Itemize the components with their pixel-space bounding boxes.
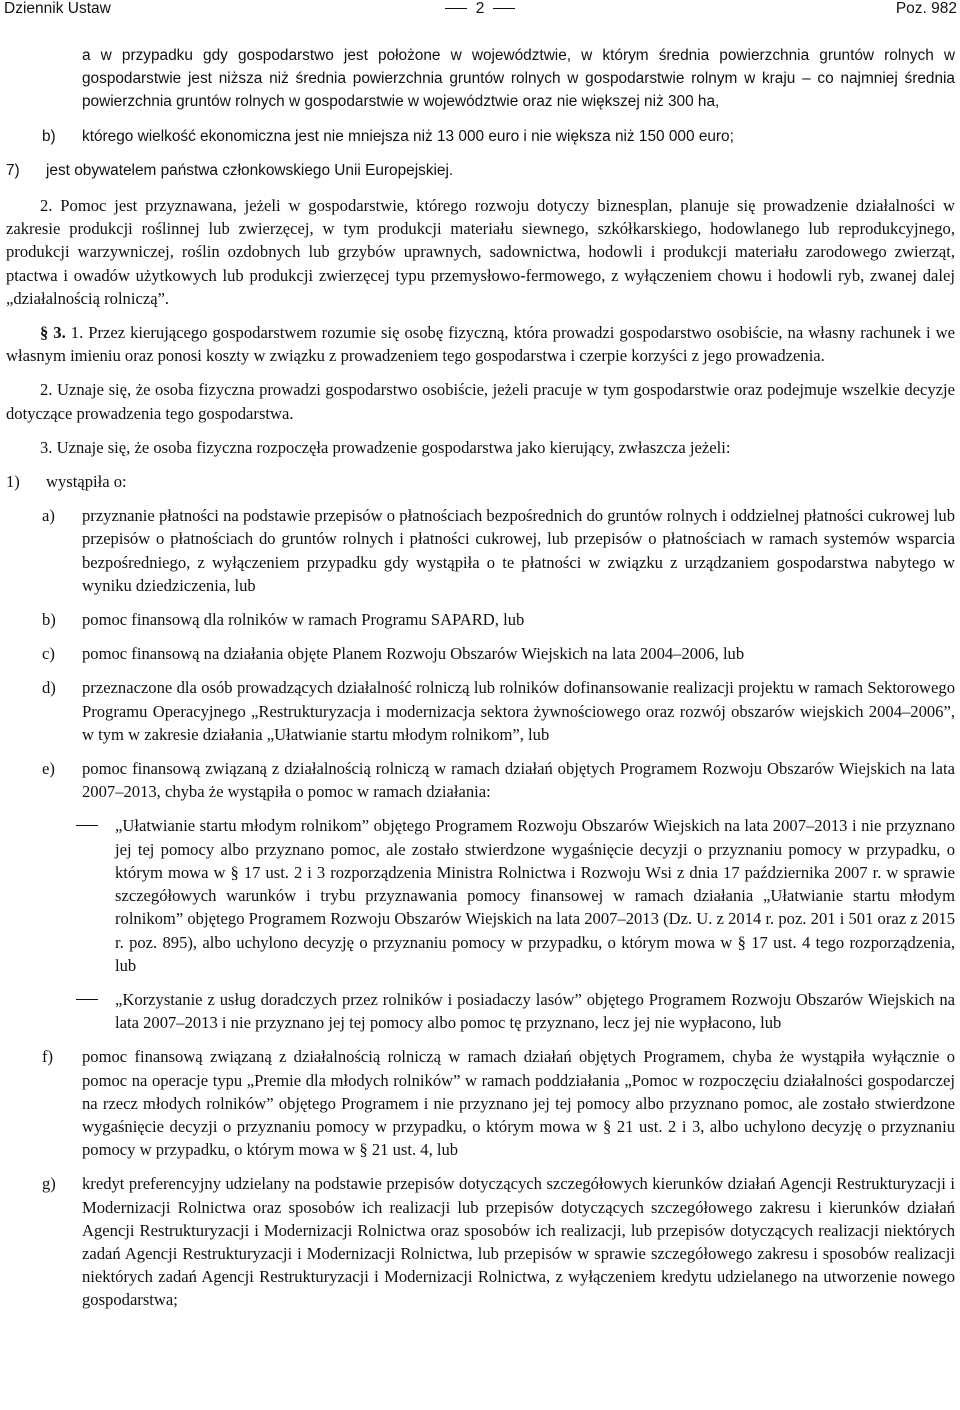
list-item-f: f) pomoc finansową związaną z działalnością rolniczą w ramach działań objętych Programem, chyba że wystąpiła wyłącznie o pomoc na operacje typu „Premie dla młodych rolników” w ramach poddziałania „Pomoc w rozpoczęciu działalności gospodarczej na rzecz młodych rolników” objętego Programem i nie przyznano jej tej pomocy albo przyznano pomoc, ale zostało stwierdzone wygaśnięcie decyzji o przyznaniu pomocy w przypadku, o którym mowa w § 21 ust. 2 i 3, albo uchylono decyzję o przyznaniu pomocy w przypadku, o którym mowa w § 21 ust. 4, lub: [42, 1047, 955, 1160]
list-item-b2: b) pomoc finansową dla rolników w ramach Programu SAPARD, lub: [42, 610, 525, 630]
paragraph-3-1: § 3. 1. Przez kierującego gospodarstwem rozumie się osobę fizyczną, która prowadzi gospodarstwo osobiście, na własny rachunek i we własnym imieniu oraz ponosi koszty w związku z prowadzeniem tego gospodarstwa i czerpie korzyści z jego prowadzenia.: [6, 323, 956, 366]
section-marker: § 3.: [40, 323, 66, 343]
document-body: [6, 44, 955, 1312]
list-item-7: 7) jest obywatelem państwa członkowskiego Unii Europejskiej.: [6, 161, 454, 179]
position-number: Poz. 982: [895, 0, 957, 17]
section-2-paragraph: 2. Pomoc jest przyznawana, jeżeli w gospodarstwie, którego rozwoju dotyczy biznesplan, planuje się prowadzenie działalności w zakresie produkcji roślinnej lub zwierzęcej, w tym produkcji materiału siewnego, szkółkarskiego, hodowlanego lub reprodukcyjnego, produkcji warzywniczej, roślin ozdobnych lub grzybów uprawnych, sadownictwa, hodowli i produkcji materiału zarodowego zwierząt, ptactwa i owadów użytkowych lub produkcji zwierzęcej typu przemysłowo-fermowego, z wyłączeniem chowu i hodowli ryb, zwanej dalej „działalnością rolniczą”.: [6, 196, 955, 308]
dash-item-2: „Korzystanie z usług doradczych przez rolników i posiadaczy lasów” objętego Programem Rozwoju Obszarów Wiejskich na lata 2007–2013 i nie przyznano jej tej pomocy albo pomoc tę przyznano, lecz jej nie wypłacono, lub: [6, 988, 955, 1034]
list-item-d: d) przeznaczone dla osób prowadzących działalność rolniczą lub rolników dofinansowanie realizacji projektu w ramach Sektorowego Programu Operacyjnego „Restrukturyzacja i modernizacja sektora żywnościowego oraz rozwój obszarów wiejskich 2004–2006”, w tym w zakresie działania „Ułatwianie startu młodym rolnikom”, lub: [42, 678, 955, 744]
page-number: 2: [0, 0, 960, 18]
list-item-a: a) przyznanie płatności na podstawie przepisów o płatnościach bezpośrednich do gruntów rolnych i oddzielnej płatności cukrowej lub przepisów o płatnościach do gruntów rolnych i płatności cukrowej, lub przepisów o płatnościach w ramach systemów wsparcia bezpośredniego, z wyłączeniem przypadku gdy wystąpiła o te płatności w związku z urządzaniem gospodarstwa nabytego w wyniku dziedziczenia, lub: [42, 506, 955, 595]
list-item-b: b) którego wielkość ekonomiczna jest nie mniejsza niż 13 000 euro i nie większa niż 150 000 euro;: [42, 127, 734, 145]
list-item-g: g) kredyt preferencyjny udzielany na podstawie przepisów dotyczących szczegółowych kierunków działań Agencji Restrukturyzacji i Modernizacji Rolnictwa oraz sposobów ich realizacji lub przepisów dotyczących szczegółowego zakresu i kierunków działań Agencji Restrukturyzacji i Modernizacji Rolnictwa oraz sposobów ich realizacji, lub przepisów dotyczących realizacji niektórych zadań Agencji Restrukturyzacji i Modernizacji Rolnictwa, lub przepisów w sprawie szczegółowego zakresu i sposobów realizacji niektórych zadań Agencji Restrukturyzacji i Modernizacji Rolnictwa, z wyłączeniem kredytu udzielanego na utworzenie nowego gospodarstwa;: [42, 1174, 955, 1310]
paragraph-3-3: 3. Uznaje się, że osoba fizyczna rozpoczęła prowadzenie gospodarstwa jako kierujący, zwłaszcza jeżeli:: [40, 437, 731, 457]
continuation-paragraph: a w przypadku gdy gospodarstwo jest położone w województwie, w którym średnia powierzchnia gruntów rolnych w gospodarstwie jest niższa niż średnia powierzchnia gruntów rolnych w gospodarstwie rolnym w kraju – co najmniej średnia powierzchnia gruntów rolnych w gospodarstwie w województwie oraz nie większej niż 300 ha,: [82, 47, 955, 111]
list-item-c: c) pomoc finansową na działania objęte Planem Rozwoju Obszarów Wiejskich na lata 2004–2006, lub: [42, 644, 745, 664]
list-item-1: 1) wystąpiła o:: [6, 472, 127, 492]
dash-item-1: „Ułatwianie startu młodym rolnikom” objętego Programem Rozwoju Obszarów Wiejskich na lata 2007–2013 i nie przyznano jej tej pomocy albo przyznano pomoc, ale zostało stwierdzone wygaśnięcie decyzji o przyznaniu pomocy w przypadku, o którym mowa w § 17 ust. 2 i 3 rozporządzenia Ministra Rolnictwa i Rozwoju Wsi z dnia 17 października 2007 r. w sprawie szczegółowych warunków i trybu przyznawania pomocy finansowej w ramach działania „Ułatwianie startu młodym rolnikom” objętego Programem Rozwoju Obszarów Wiejskich na lata 2007–2013 (Dz. U. z 2014 r. poz. 201 i 501 oraz z 2015 r. poz. 895), albo uchylono decyzję o przyznaniu pomocy w przypadku, o którym mowa w § 17 ust. 4 tego rozporządzenia, lub: [6, 814, 955, 976]
page-header: [0, 0, 960, 20]
paragraph-3-2: 2. Uznaje się, że osoba fizyczna prowadzi gospodarstwo osobiście, jeżeli pracuje w tym gospodarstwie oraz podejmuje wszelkie decyzje dotyczące prowadzenia tego gospodarstwa.: [6, 380, 955, 423]
list-item-e: e) pomoc finansową związaną z działalnością rolniczą w ramach działań objętych Programem Rozwoju Obszarów Wiejskich na lata 2007–2013, chyba że wystąpiła o pomoc w ramach działania:: [42, 759, 955, 802]
journal-title: Dziennik Ustaw: [4, 0, 111, 17]
